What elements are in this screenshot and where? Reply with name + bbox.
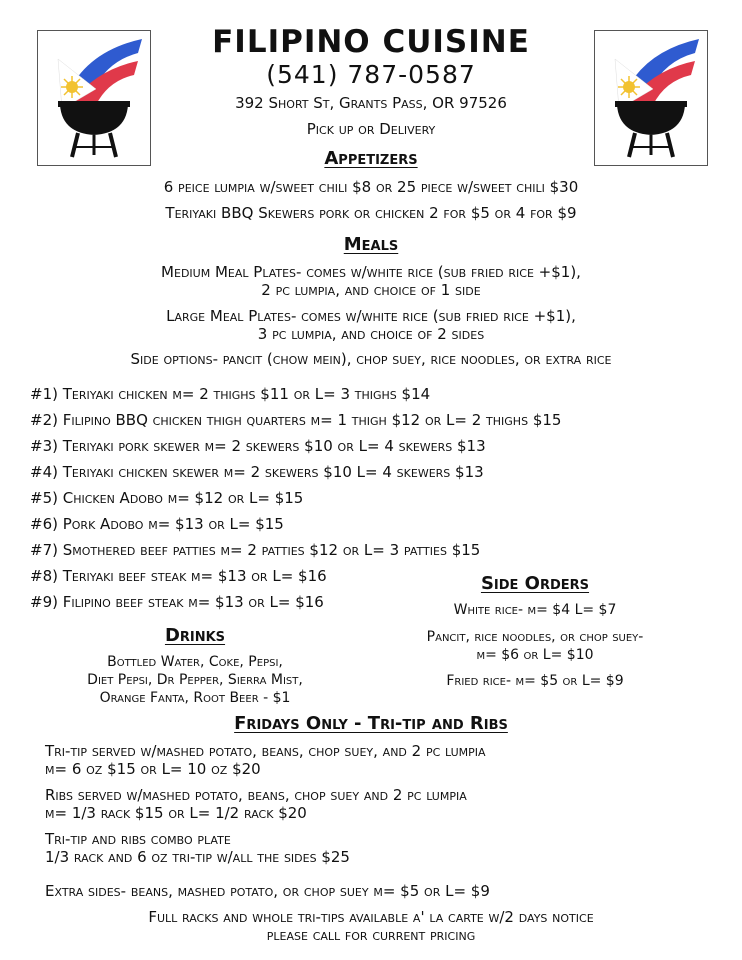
fridays-item-tri-tip: Tri-tip served w/mashed potato, beans, chop suey, and 2 pc lumpia m= 6 oz $15 or L= 10 oz $20	[45, 742, 486, 778]
meal-item-5: #5) Chicken Adobo m= $12 or L= $15	[30, 489, 304, 507]
meal-item-9: #9) Filipino beef steak m= $13 or L= $16	[30, 593, 324, 611]
meal-item-2: #2) Filipino BBQ chicken thigh quarters m= 1 thigh $12 or L= 2 thighs $15	[30, 411, 562, 429]
medium-meal-plate-info: Medium Meal Plates- comes w/white rice (sub fried rice +$1), 2 pc lumpia, and choice of 1 side	[161, 263, 581, 299]
fridays-item-ribs: Ribs served w/mashed potato, beans, chop suey and 2 pc lumpia m= 1/3 rack $15 or L= 1/2 rack $20	[45, 786, 467, 822]
meal-item-6: #6) Pork Adobo m= $13 or L= $15	[30, 515, 284, 533]
meal-item-7: #7) Smothered beef patties m= 2 patties $12 or L= 3 patties $15	[30, 541, 481, 559]
appetizer-item-skewers: Teriyaki BBQ Skewers pork or chicken 2 for $5 or 4 for $9	[165, 204, 577, 222]
service-type: Pick up or Delivery	[306, 120, 436, 138]
a-la-carte-note: Full racks and whole tri-tips available a' la carte w/2 days notice please call for current pricing	[148, 908, 594, 944]
extra-sides: Extra sides- beans, mashed potato, or chop suey m= $5 or L= $9	[45, 882, 490, 900]
restaurant-title: FILIPINO CUISINE	[212, 24, 530, 60]
meal-item-3: #3) Teriyaki pork skewer m= 2 skewers $10 or L= 4 skewers $13	[30, 437, 486, 455]
address: 392 Short St, Grants Pass, OR 97526	[235, 94, 507, 112]
side-order-fried-rice: Fried rice- m= $5 or L= $9	[446, 673, 624, 689]
fridays-item-combo: Tri-tip and ribs combo plate 1/3 rack and 6 oz tri-tip w/all the sides $25	[45, 830, 350, 866]
side-orders-heading: Side Orders	[480, 573, 590, 594]
large-meal-plate-info: Large Meal Plates- comes w/white rice (sub fried rice +$1), 3 pc lumpia, and choice of 2 sides	[166, 307, 576, 343]
meal-item-8: #8) Teriyaki beef steak m= $13 or L= $16	[30, 567, 327, 585]
meal-item-1: #1) Teriyaki chicken m= 2 thighs $11 or L= 3 thighs $14	[30, 385, 431, 403]
phone-number: (541) 787-0587	[266, 60, 476, 89]
side-order-white-rice: White rice- m= $4 L= $7	[453, 602, 617, 618]
meals-heading: Meals	[343, 234, 399, 255]
appetizers-heading: Appetizers	[324, 148, 418, 169]
fridays-heading: Fridays Only - Tri-tip and Ribs	[234, 713, 508, 734]
drinks-heading: Drinks	[164, 625, 226, 646]
meal-item-4: #4) Teriyaki chicken skewer m= 2 skewers $10 L= 4 skewers $13	[30, 463, 484, 481]
drinks-list: Bottled Water, Coke, Pepsi, Diet Pepsi, Dr Pepper, Sierra Mist, Orange Fanta, Root Beer - $1	[87, 654, 303, 706]
side-order-pancit-noodles-chop-suey: Pancit, rice noodles, or chop suey- m= $6 or L= $10	[426, 629, 644, 663]
side-options: Side options- pancit (chow mein), chop suey, rice noodles, or extra rice	[130, 350, 612, 368]
appetizer-item-lumpia: 6 peice lumpia w/sweet chili $8 or 25 piece w/sweet chili $30	[163, 178, 579, 196]
